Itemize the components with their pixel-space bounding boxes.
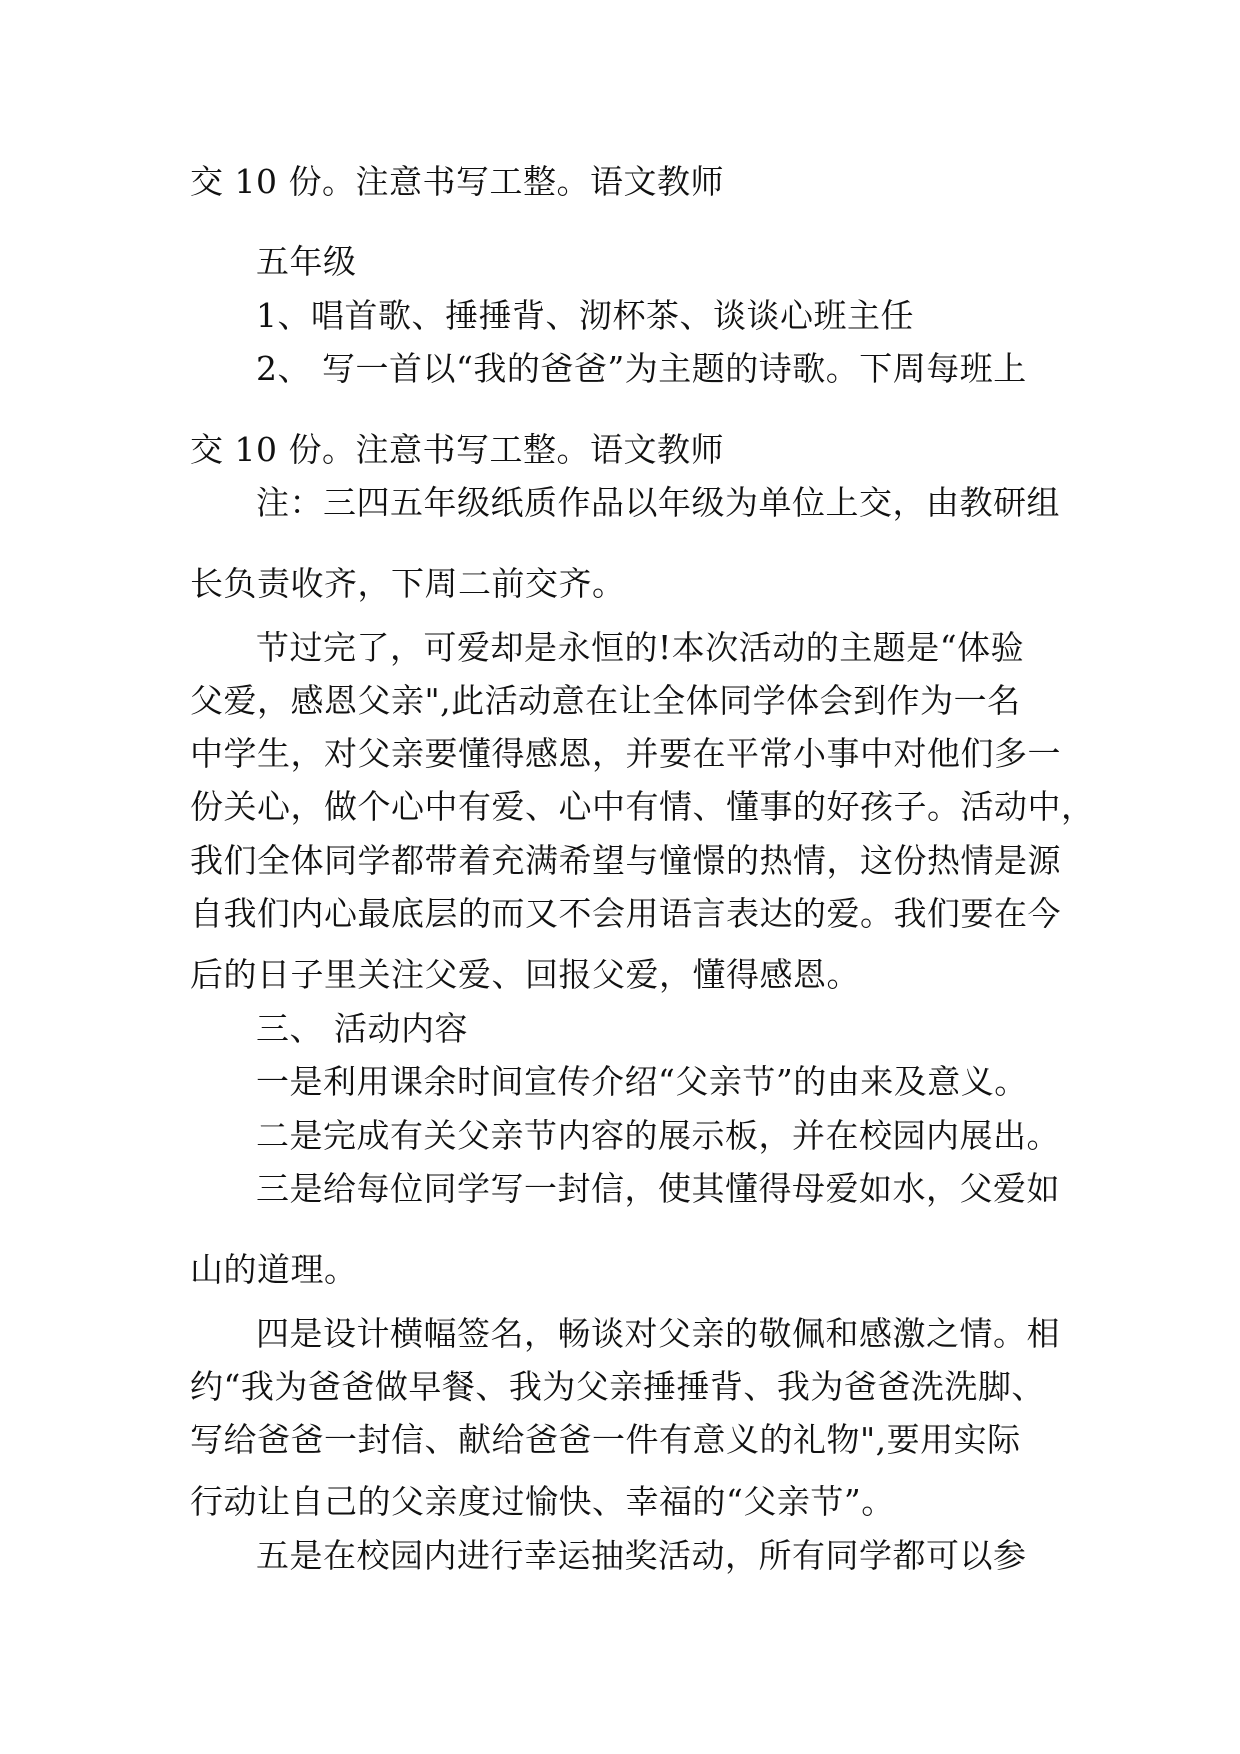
text-line: 注：三四五年级纸质作品以年级为单位上交，由教研组 [256, 483, 1060, 522]
text-line: 三是给每位同学写一封信，使其懂得母爱如水，父爱如 [256, 1169, 1060, 1208]
text-line: 三、 活动内容 [256, 1009, 468, 1048]
text-line: 一是利用课余时间宣传介绍“父亲节”的由来及意义。 [256, 1062, 1028, 1101]
text-line: 父爱，感恩父亲",此活动意在让全体同学体会到作为一名 [190, 681, 1021, 720]
text-line: 山的道理。 [190, 1250, 358, 1289]
text-line: 行动让自己的父亲度过愉快、幸福的“父亲节”。 [190, 1482, 895, 1521]
text-line: 写给爸爸一封信、献给爸爸一件有意义的礼物",要用实际 [190, 1420, 1021, 1459]
text-line: 约“我为爸爸做早餐、我为父亲捶捶背、我为爸爸洗洗脚、 [190, 1367, 1045, 1406]
text-line: 2、 写一首以“我的爸爸”为主题的诗歌。下周每班上 [256, 349, 1027, 388]
text-line: 四是设计横幅签名，畅谈对父亲的敬佩和感激之情。相 [256, 1314, 1060, 1353]
text-line: 自我们内心最底层的而又不会用语言表达的爱。我们要在今 [190, 894, 1061, 933]
text-line: 五年级 [256, 242, 357, 281]
text-line: 节过完了，可爱却是永恒的!本次活动的主题是“体验 [256, 628, 1025, 667]
text-line: 长负责收齐，下周二前交齐。 [190, 564, 626, 603]
text-line: 交 10 份。注意书写工整。语文教师 [190, 430, 724, 469]
text-line: 中学生，对父亲要懂得感恩，并要在平常小事中对他们多一 [190, 734, 1061, 773]
text-line: 交 10 份。注意书写工整。语文教师 [190, 162, 724, 201]
text-line: 我们全体同学都带着充满希望与憧憬的热情，这份热情是源 [190, 841, 1061, 880]
text-line: 份关心，做个心中有爱、心中有情、懂事的好孩子。活动中， [190, 787, 1095, 826]
text-line: 1、唱首歌、捶捶背、沏杯茶、谈谈心班主任 [256, 296, 914, 335]
text-line: 五是在校园内进行幸运抽奖活动，所有同学都可以参 [256, 1536, 1027, 1575]
text-line: 后的日子里关注父爱、回报父爱，懂得感恩。 [190, 955, 860, 994]
text-line: 二是完成有关父亲节内容的展示板，并在校园内展出。 [256, 1116, 1060, 1155]
